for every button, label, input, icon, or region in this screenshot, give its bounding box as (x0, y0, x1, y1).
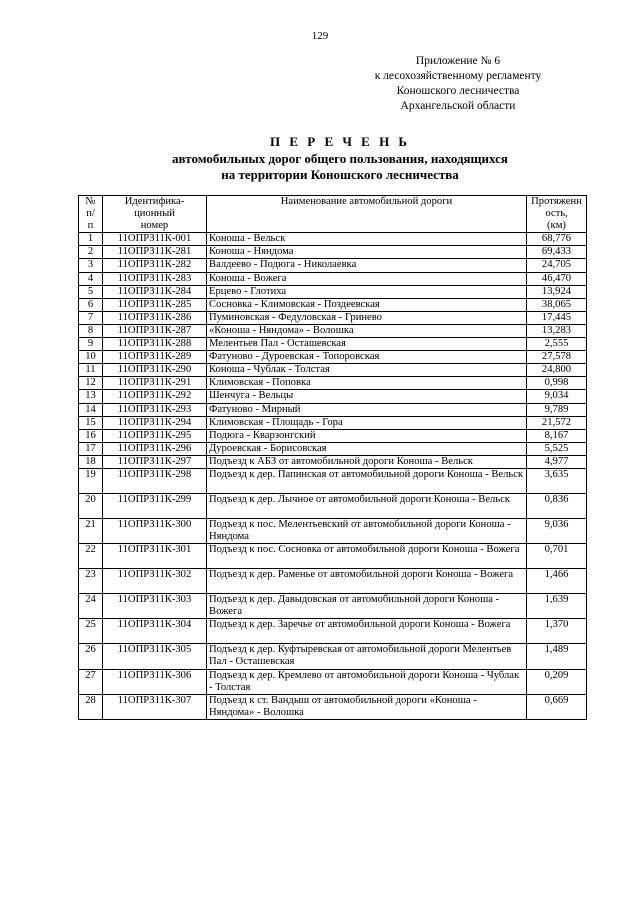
row-number-cell: 18 (79, 455, 103, 468)
document-title: П Е Р Е Ч Е Н Ь (269, 134, 411, 149)
appendix-line-1: Приложение № 6 (415, 55, 501, 67)
road-id-cell: 11ОПРЗ11К-292 (103, 390, 207, 403)
road-id-cell: 11ОПРЗ11К-286 (103, 311, 207, 324)
road-length-cell: 24,800 (527, 364, 587, 377)
road-length-cell: 68,776 (527, 233, 587, 246)
appendix-line-2: к лесохозяйственному регламенту (374, 70, 542, 82)
road-length-cell: 8,167 (527, 429, 587, 442)
row-number-cell: 2 (79, 246, 103, 259)
road-name-cell: Сосновка - Климовская - Поздеевская (207, 298, 527, 311)
road-name-cell: Коноша - Чублак - Толстая (207, 364, 527, 377)
road-name-cell: Мелентьев Пал - Осташевская (207, 338, 527, 351)
road-id-cell: 11ОПРЗ11К-296 (103, 442, 207, 455)
road-id-cell: 11ОПРЗ11К-289 (103, 351, 207, 364)
subtitle-line-2: на территории Коношского лесничества (221, 167, 459, 182)
row-number-cell: 13 (79, 390, 103, 403)
road-name-cell: Подъезд к дер. Раменье от автомобильной дороги Коноша - Вожега (207, 569, 527, 594)
table-row (79, 285, 587, 298)
road-length-cell: 69,433 (527, 246, 587, 259)
header-name: Наименование автомобильной дороги (207, 196, 527, 233)
table-header-row (79, 196, 587, 233)
table-row (79, 644, 587, 669)
table-row (79, 351, 587, 364)
header-id-line: номер (140, 220, 169, 232)
road-name-cell: Подъезд к дер. Лычное от автомобильной дороги Коноша - Вельск (207, 493, 527, 518)
table-row (79, 324, 587, 337)
road-name-cell: «Коноша - Няндома» - Волошка (207, 324, 527, 337)
road-id-cell: 11ОПРЗ11К-304 (103, 619, 207, 644)
road-name-cell: Подъезд к ст. Вандыш от автомобильной дороги «Коноша - Няндома» - Волошка (207, 694, 527, 719)
road-id-cell: 11ОПРЗ11К-293 (103, 403, 207, 416)
appendix-line-3: Коношского лесничества (396, 85, 520, 97)
road-length-cell: 0,701 (527, 544, 587, 569)
road-length-cell: 13,924 (527, 285, 587, 298)
road-id-cell: 11ОПРЗ11К-307 (103, 694, 207, 719)
row-number-cell: 12 (79, 377, 103, 390)
header-num-line: п (87, 220, 94, 232)
road-name-cell: Подъезд к дер. Кремлево от автомобильной дороги Коноша - Чублак - Толстая (207, 669, 527, 694)
header-num-line: № (85, 196, 96, 207)
row-number-cell: 9 (79, 338, 103, 351)
header-id-line: ционный (134, 208, 175, 220)
document-subtitle (0, 151, 640, 183)
road-name-cell: Подъезд к дер. Заречье от автомобильной дороги Коноша - Вожега (207, 619, 527, 644)
road-id-cell: 11ОПРЗ11К-288 (103, 338, 207, 351)
road-length-cell: 2,555 (527, 338, 587, 351)
table-row (79, 272, 587, 285)
table-row (79, 311, 587, 324)
row-number-cell: 24 (79, 594, 103, 619)
road-name-cell: Подъезд к дер. Давыдовская от автомобильной дороги Коноша - Вожега (207, 594, 527, 619)
road-name-cell: Коноша - Вельск (207, 233, 527, 246)
table-row (79, 493, 587, 518)
road-length-cell: 0,836 (527, 493, 587, 518)
road-name-cell: Коноша - Вожега (207, 272, 527, 285)
row-number-cell: 10 (79, 351, 103, 364)
row-number-cell: 28 (79, 694, 103, 719)
road-id-cell: 11ОПРЗ11К-305 (103, 644, 207, 669)
road-id-cell: 11ОПРЗ11К-285 (103, 298, 207, 311)
row-number-cell: 25 (79, 619, 103, 644)
road-id-cell: 11ОПРЗ11К-295 (103, 429, 207, 442)
road-id-cell: 11ОПРЗ11К-300 (103, 518, 207, 543)
road-length-cell: 3,635 (527, 468, 587, 493)
road-length-cell: 0,669 (527, 694, 587, 719)
road-name-cell: Пуминовская - Федуловская - Гринево (207, 311, 527, 324)
road-name-cell: Фатуново - Дуроевская - Топоровская (207, 351, 527, 364)
road-name-cell: Валдеево - Подюга - Николаевка (207, 259, 527, 272)
road-id-cell: 11ОПРЗ11К-306 (103, 669, 207, 694)
header-length-line: Протяженн (531, 196, 582, 207)
road-id-cell: 11ОПРЗ11К-299 (103, 493, 207, 518)
header-id (103, 196, 207, 233)
road-length-cell: 27,578 (527, 351, 587, 364)
row-number-cell: 14 (79, 403, 103, 416)
row-number-cell: 19 (79, 468, 103, 493)
table-row (79, 390, 587, 403)
table-row (79, 403, 587, 416)
table-row (79, 669, 587, 694)
row-number-cell: 23 (79, 569, 103, 594)
road-length-cell: 46,470 (527, 272, 587, 285)
road-id-cell: 11ОПРЗ11К-284 (103, 285, 207, 298)
table-row (79, 518, 587, 543)
row-number-cell: 6 (79, 298, 103, 311)
road-id-cell: 11ОПРЗ11К-290 (103, 364, 207, 377)
row-number-cell: 26 (79, 644, 103, 669)
road-name-cell: Подъезд к дер. Папинская от автомобильной дороги Коноша - Вельск (207, 468, 527, 493)
table-row (79, 364, 587, 377)
header-id-line: Идентифика- (124, 196, 185, 207)
road-name-cell: Фатуново - Мирный (207, 403, 527, 416)
road-length-cell: 9,789 (527, 403, 587, 416)
road-name-cell: Климовская - Площадь - Гора (207, 416, 527, 429)
road-id-cell: 11ОПРЗ11К-283 (103, 272, 207, 285)
roads-table (78, 195, 587, 720)
table-row (79, 468, 587, 493)
table-row (79, 246, 587, 259)
road-length-cell: 9,034 (527, 390, 587, 403)
road-length-cell: 9,036 (527, 518, 587, 543)
road-id-cell: 11ОПРЗ11К-281 (103, 246, 207, 259)
table-row (79, 377, 587, 390)
road-name-cell: Дуроевская - Борисовская (207, 442, 527, 455)
row-number-cell: 11 (79, 364, 103, 377)
header-num-line: п/ (86, 208, 95, 220)
road-name-cell: Шенчуга - Вельцы (207, 390, 527, 403)
road-length-cell: 0,998 (527, 377, 587, 390)
road-length-cell: 24,705 (527, 259, 587, 272)
road-id-cell: 11ОПРЗ11К-291 (103, 377, 207, 390)
row-number-cell: 15 (79, 416, 103, 429)
table-row (79, 442, 587, 455)
table-row (79, 569, 587, 594)
road-length-cell: 38,065 (527, 298, 587, 311)
row-number-cell: 22 (79, 544, 103, 569)
road-name-cell: Коноша - Няндома (207, 246, 527, 259)
road-length-cell: 4,977 (527, 455, 587, 468)
road-name-cell: Подъезд к АБЗ от автомобильной дороги Коноша - Вельск (207, 455, 527, 468)
road-name-cell: Климовская - Поповка (207, 377, 527, 390)
header-length (527, 196, 587, 233)
road-id-cell: 11ОПРЗ11К-287 (103, 324, 207, 337)
table-row (79, 594, 587, 619)
road-name-cell: Ерцево - Глотиха (207, 285, 527, 298)
road-length-cell: 1,639 (527, 594, 587, 619)
table-row (79, 694, 587, 719)
road-name-cell: Подъезд к пос. Сосновка от автомобильной дороги Коноша - Вожега (207, 544, 527, 569)
road-length-cell: 21,572 (527, 416, 587, 429)
road-id-cell: 11ОПРЗ11К-302 (103, 569, 207, 594)
road-name-cell: Подъезд к дер. Куфтыревская от автомобильной дороги Мелентьев Пал - Осташевская (207, 644, 527, 669)
row-number-cell: 7 (79, 311, 103, 324)
header-num (79, 196, 103, 233)
road-length-cell: 5,525 (527, 442, 587, 455)
table-row (79, 455, 587, 468)
header-length-line: ость, (545, 208, 568, 220)
road-id-cell: 11ОПРЗ11К-297 (103, 455, 207, 468)
road-id-cell: 11ОПРЗ11К-282 (103, 259, 207, 272)
road-length-cell: 1,370 (527, 619, 587, 644)
road-length-cell: 1,466 (527, 569, 587, 594)
table-row (79, 233, 587, 246)
road-id-cell: 11ОПРЗ11К-294 (103, 416, 207, 429)
page-number: 129 (311, 30, 329, 42)
roads-table-body (79, 233, 587, 720)
road-id-cell: 11ОПРЗ11К-301 (103, 544, 207, 569)
row-number-cell: 16 (79, 429, 103, 442)
row-number-cell: 1 (79, 233, 103, 246)
table-row (79, 429, 587, 442)
table-row (79, 298, 587, 311)
road-length-cell: 17,445 (527, 311, 587, 324)
table-row (79, 259, 587, 272)
row-number-cell: 21 (79, 518, 103, 543)
row-number-cell: 17 (79, 442, 103, 455)
road-length-cell: 1,489 (527, 644, 587, 669)
table-row (79, 619, 587, 644)
road-length-cell: 13,283 (527, 324, 587, 337)
appendix-line-4: Архангельской области (400, 100, 516, 112)
road-id-cell: 11ОПРЗ11К-001 (103, 233, 207, 246)
row-number-cell: 20 (79, 493, 103, 518)
appendix-block (340, 54, 576, 114)
road-id-cell: 11ОПРЗ11К-303 (103, 594, 207, 619)
road-id-cell: 11ОПРЗ11К-298 (103, 468, 207, 493)
row-number-cell: 8 (79, 324, 103, 337)
row-number-cell: 27 (79, 669, 103, 694)
road-length-cell: 0,209 (527, 669, 587, 694)
table-row (79, 544, 587, 569)
subtitle-line-1: автомобильных дорог общего пользования, находящихся (172, 151, 508, 166)
road-name-cell: Подъезд к пос. Мелентьевский от автомобильной дороги Коноша - Няндома (207, 518, 527, 543)
row-number-cell: 4 (79, 272, 103, 285)
row-number-cell: 5 (79, 285, 103, 298)
row-number-cell: 3 (79, 259, 103, 272)
table-row (79, 338, 587, 351)
table-row (79, 416, 587, 429)
header-length-line: (км) (547, 220, 566, 232)
road-name-cell: Подюга - Кварзонгский (207, 429, 527, 442)
